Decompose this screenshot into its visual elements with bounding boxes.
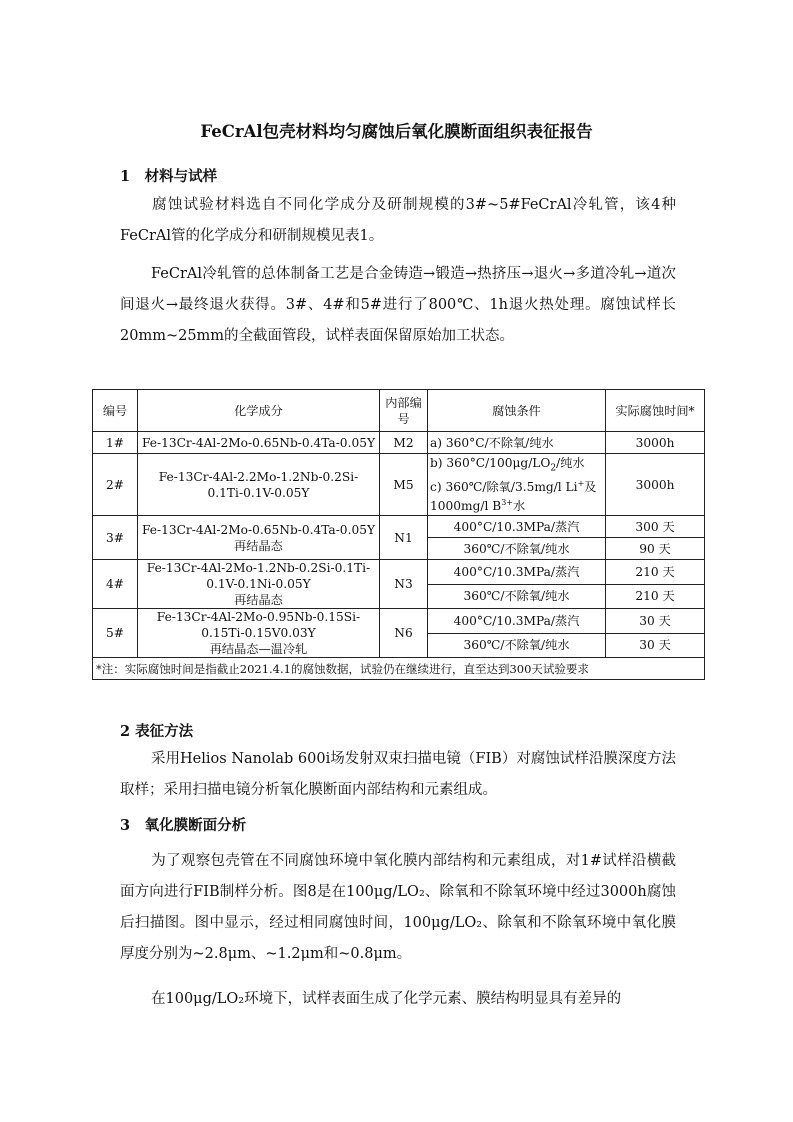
cell-condition: 400°C/10.3MPa/蒸汽 (428, 516, 606, 538)
cell-time: 30 天 (606, 633, 705, 658)
cell-time: 30 天 (606, 609, 705, 634)
cell-id: 2# (93, 454, 138, 516)
section-3-paragraph-2: 在100μg/LO₂环境下，试样表面生成了化学元素、膜结构明显具有差异的 (151, 991, 622, 1007)
cell-code: N3 (380, 560, 428, 609)
section-2-paragraph-1: 采用Helios Nanolab 600i场发射双束扫描电镜（FIB）对腐蚀试样沿膜深度方法取样；采用扫描电镜分析氧化膜断面内部结构和元素组成。 (120, 751, 676, 798)
header-time: 实际腐蚀时间* (606, 390, 705, 432)
table-row (93, 454, 705, 516)
cell-condition: 360℃/不除氧/纯水 (428, 584, 606, 609)
cell-composition: Fe-13Cr-4Al-2Mo-0.65Nb-0.4Ta-0.05Y 再结晶态 (138, 516, 380, 560)
header-composition: 化学成分 (138, 390, 380, 432)
table-row (93, 609, 705, 634)
cell-composition: Fe-13Cr-4Al-2Mo-0.95Nb-0.15Si-0.15Ti-0.15V0.03Y 再结晶态—温冷轧 (138, 609, 380, 658)
table-row (93, 516, 705, 538)
cell-condition: b) $360^\circ C/100\mu g/LO_2/$纯水 c) 360℃/除氧/3.5mg/l Li+及1000mg/l $B^{3+}$水 (428, 454, 606, 516)
cell-condition: 400°C/10.3MPa/蒸汽 (428, 609, 606, 634)
cell-condition: a) 360°C/不除氧/纯水 (428, 432, 606, 454)
cell-composition: Fe-13Cr-4Al-2Mo-1.2Nb-0.2Si-0.1Ti-0.1V-0.1Ni-0.05Y 再结晶态 (138, 560, 380, 609)
cell-id: 3# (93, 516, 138, 560)
table-row (93, 432, 705, 454)
table-row (93, 560, 705, 585)
cell-id: 4# (93, 560, 138, 609)
cell-code: M5 (380, 454, 428, 516)
cell-time: 300 天 (606, 516, 705, 538)
header-condition: 腐蚀条件 (428, 390, 606, 432)
section-2-heading: 2 表征方法 (120, 723, 194, 740)
cell-id: 5# (93, 609, 138, 658)
section-1-paragraph-1: 腐蚀试验材料选自不同化学成分及研制规模的3#~5#FeCrAl冷轧管，该4种FeCrAl管的化学成分和研制规模见表1。 (120, 197, 676, 244)
cell-time: 3000h (606, 454, 705, 516)
cell-time: 3000h (606, 432, 705, 454)
cell-condition: 360℃/不除氧/纯水 (428, 538, 606, 560)
cell-time: 90 天 (606, 538, 705, 560)
cell-composition: Fe-13Cr-4Al-2.2Mo-1.2Nb-0.2Si-0.1Ti-0.1V-0.05Y (138, 454, 380, 516)
header-id: 编号 (93, 390, 138, 432)
cell-time: 210 天 (606, 584, 705, 609)
cell-code: N6 (380, 609, 428, 658)
page-title: FeCrAl包壳材料均匀腐蚀后氧化膜断面组织表征报告 (200, 122, 593, 141)
section-3-paragraph-1: 为了观察包壳管在不同腐蚀环境中氧化膜内部结构和元素组成，对1#试样沿横截面方向进行FIB制样分析。图8是在100μg/LO₂、除氧和不除氧环境中经过3000h腐蚀后扫描图。图中显示，经过相同腐蚀时间，100μg/LO₂、除氧和不除氧环境中氧化膜厚度分别为~2.8μm、~1.2μm和~0.8μm。 (120, 853, 676, 962)
header-code: 内部编号 (380, 390, 428, 432)
section-3-heading: 3 氧化膜断面分析 (120, 817, 247, 834)
cell-code: N1 (380, 516, 428, 560)
section-1-heading: 1 材料与试样 (120, 168, 218, 185)
cell-condition: 400°C/10.3MPa/蒸汽 (428, 560, 606, 585)
cell-id: 1# (93, 432, 138, 454)
cell-time: 210 天 (606, 560, 705, 585)
composition-table (92, 389, 705, 680)
cell-code: M2 (380, 432, 428, 454)
table-note: *注：实际腐蚀时间是指截止2021.4.1的腐蚀数据，试验仍在继续进行，直至达到300天试验要求 (93, 658, 705, 680)
cell-composition: Fe-13Cr-4Al-2Mo-0.65Nb-0.4Ta-0.05Y (138, 432, 380, 454)
cell-condition: 360℃/不除氧/纯水 (428, 633, 606, 658)
section-1-paragraph-2: FeCrAl冷轧管的总体制备工艺是合金铸造→锻造→热挤压→退火→多道冷轧→道次间退火→最终退火获得。3#、4#和5#进行了800℃、1h退火热处理。腐蚀试样长20mm~25mm的全截面管段，试样表面保留原始加工状态。 (120, 266, 676, 344)
